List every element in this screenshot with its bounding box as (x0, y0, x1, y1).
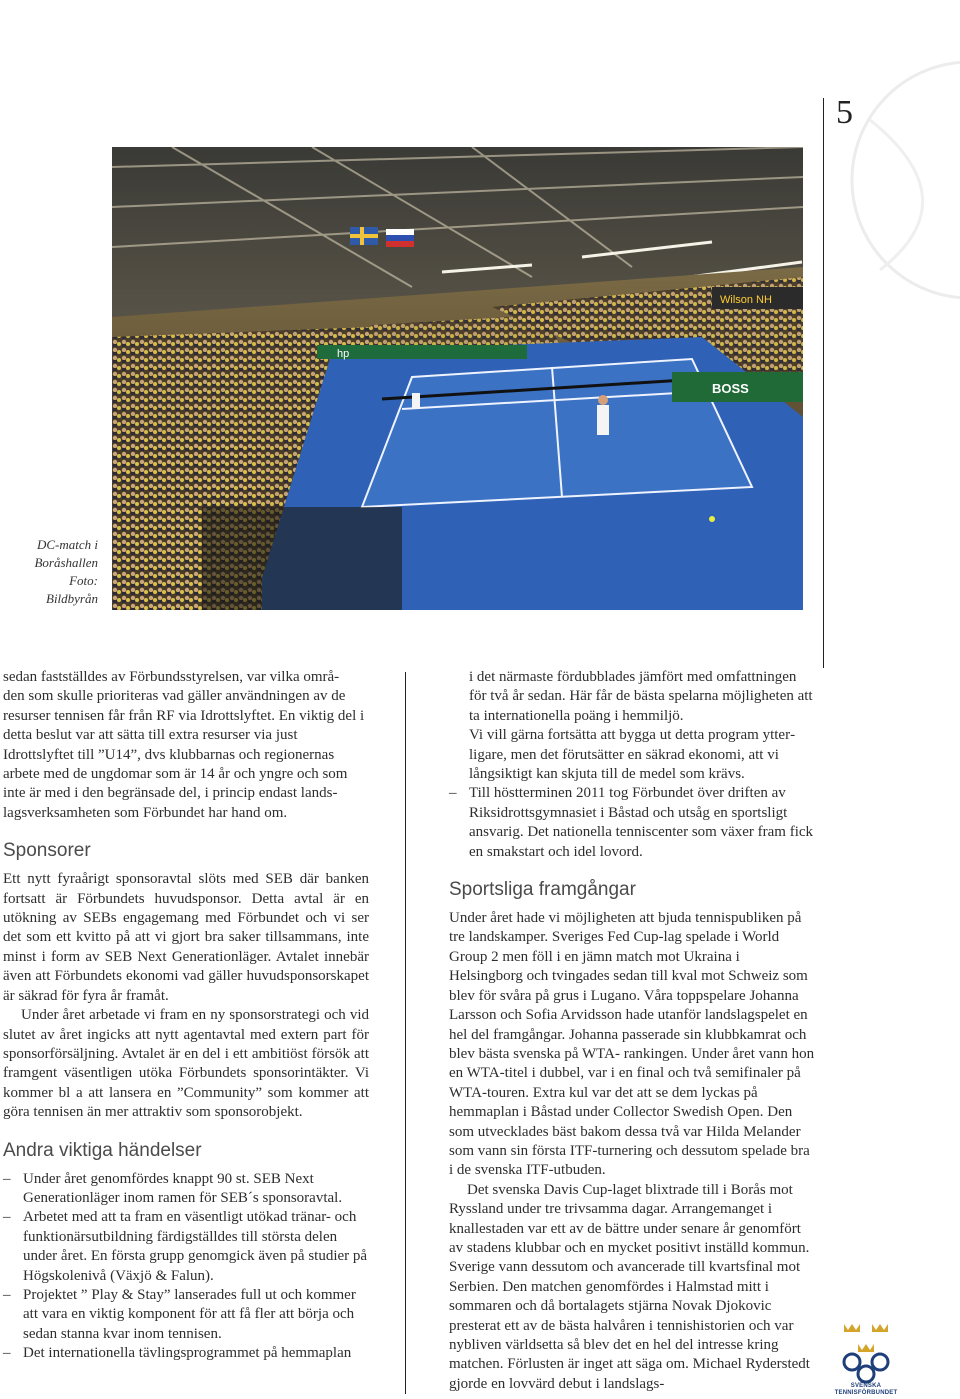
sports-paragraph: Under året hade vi möjligheten att bjuda tennispubliken på tre landskamper. Sveriges Fed Cup-lag spelade i World Group 2 men föll i en jämn match mot Ukraina i Helsingborg och tvingades sedan till kval mot Schweiz som blev för svåra på grus i Lugano. Våra toppspelare Johanna Larsson och Sofia Arvidsson hade utanför landslagspelet en hel del framgångar. Johanna passerade sin klubbkamrat och blev bästa svenska på WTA- rankingen. Under året vann hon en WTA-titel i dubbel, var i en final och två semifinaler på WTA-touren. Extra kul var det att se dem lyckas på hemmaplan i Båstad under Collector Swedish Open. Den som utvecklades bäst bakom dessa två var Hilda Melander som vann sin första ITF-turnering och dessutom spelade bra i de svenska ITF-utbuden. (449, 910, 815, 1179)
sports-heading: Sportsliga framgångar (449, 879, 636, 901)
right-column (449, 668, 817, 1394)
event-item: – Till höstterminen 2011 tog Förbundet över driften av Riksidrottsgymnasiet i Båstad och utsåg en sportsligt ansvarig. Det nationella tenniscenter som växer fram fick en smakstart och idel lovord. (449, 785, 814, 860)
event-item: – Det internationella tävlingsprogrammet på hemmaplan (3, 1345, 352, 1362)
caption-line: Bildbyrån (46, 591, 98, 606)
caption-line: Foto: (69, 573, 98, 588)
event-item: – Projektet ” Play & Stay” lanserades full ut och kommer att vara en viktig komponent för att få fler att börja och sedan stanna kvar inom tennisen. (3, 1286, 356, 1342)
continued-paragraph-2: Vi vill gärna fortsätta att bygga ut detta program ytterligare, men det förutsätter en säkrad ekonomi, att vi långsiktigt kan skjuta till de medel som krävs. (469, 727, 796, 783)
banner-wilson: Wilson NH (720, 294, 772, 306)
photo-caption (20, 536, 98, 608)
sports-paragraph-2: Det svenska Davis Cup-laget blixtrade till i Borås mot Ryssland under tre trivsamma dagar. Arrangemanget i knallestaden var ett av de bättre under senare år genomfört av stadens klubbar och en mycket positivt inställd kommun. Sverige vann dessutom och avancerade till kvartsfinal mot Serbien. Den matchen genomfördes i Halmstad mitt i sommaren och då bortalagets stjärna Novak Djokovic presterat ett av de bästa halvåren i tennishistorien och var nybliven världsetta så blev det en hel del intresse kring matchen. Förlusten är inget att säga om. Michael Ryderstedt gjorde en lovvärd debut i landslags- (449, 1181, 810, 1392)
sponsors-paragraph: Ett nytt fyraårigt sponsoravtal slöts med SEB där banken fortsatt är Förbundets huvudsponsor. Detta avtal är en utökning av SEBs engagemang med Förbundet och vi ser det som ett kvitto på att vi gjort bra saker tillsammans, inte minst i form av SEB Next Generationläger. Avtalet innebär även att Förbundets ekonomi vad gäller huvudsponsorskapet är säkrad för fyra år framåt. (3, 871, 369, 1004)
banner-hp: hp (337, 348, 350, 360)
caption-line: Boråshallen (34, 555, 98, 570)
logo-text: SVENSKA TENNISFÖRBUNDET (834, 1383, 898, 1396)
intro-line: den som skulle prioriteras vad gäller användningen av de (3, 688, 346, 705)
page-number: 5 (836, 94, 853, 131)
events-heading: Andra viktiga händelser (3, 1139, 202, 1161)
event-item: – Arbetet med att ta fram en väsentligt utökad tränar- och funktionärsutbildning färdigställdes till största delen under året. En första grupp genomgick även på studier på Högskolenivå (Växjö & Falun). (3, 1209, 368, 1284)
column-divider (405, 672, 406, 1394)
intro-line: sedan fastställdes av Förbundsstyrelsen, var vilka områ- (3, 669, 340, 685)
continued-paragraph: i det närmaste fördubblades jämfört med omfattningen för två år sedan. Här får de bästa spelarna möjligheten att ta internationella poäng i hemmiljö. (469, 669, 813, 724)
intro-paragraph (3, 668, 369, 823)
left-column (3, 668, 369, 1364)
intro-text: En viktig del i detta beslut var att sätta till extra resurser via just Idrottslyftet till ”U14”, dvs klubbarnas och regionernas arbete med de ungdomar som är 14 år och yngre och som inte är med i den begränsade del, i princip endast landslagsverksamheten som Förbundet har hand om. (3, 707, 365, 821)
event-item: – Under året genomfördes knappt 90 st. SEB Next Generationläger inom ramen för SEB´s sponsoravtal. (3, 1170, 343, 1206)
intro-line: resurser tennisen får från RF via Idrottslyftet. (3, 707, 275, 724)
tennis-arena-photo (112, 147, 803, 610)
caption-line: DC-match i (36, 537, 98, 552)
margin-rule (823, 98, 824, 668)
sponsors-heading: Sponsorer (3, 840, 91, 862)
banner-boss: BOSS (712, 381, 749, 396)
tennis-ball-watermark (840, 40, 960, 340)
sponsors-paragraph-2: Under året arbetade vi fram en ny sponsorstrategi och vid slutet av året ingicks att nytt agentavtal med extern part för sponsorförsäljning. Avtalet är en del i ett ambitiöst försök att framgent väsentligen utöka Förbundets sponsorintäkter. Vi kommer bl a att lansera en ”Community” som kommer att göra tennisen än mer attraktiv som sponsorobjekt. (3, 1007, 369, 1121)
